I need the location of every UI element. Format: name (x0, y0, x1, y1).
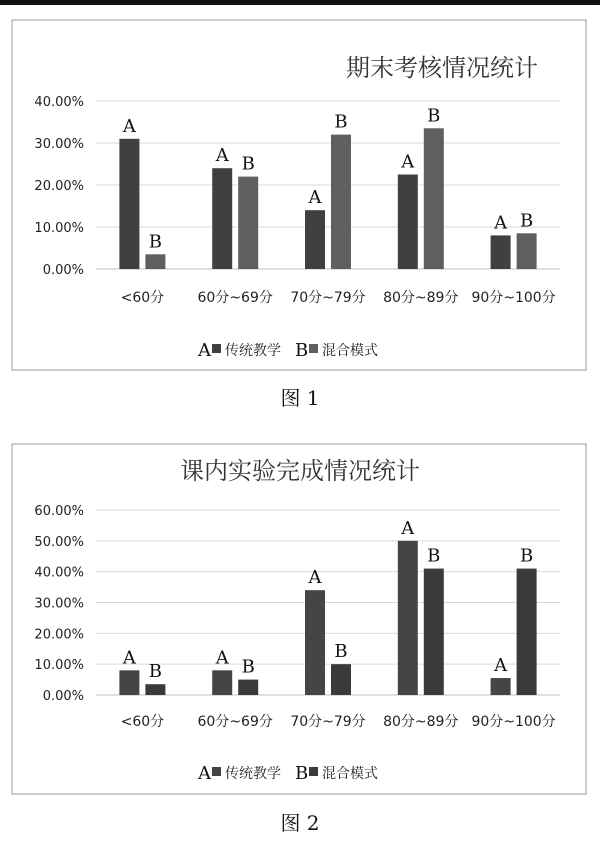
chart-1 (12, 20, 586, 410)
bar-marker-label: A (122, 115, 136, 137)
bar-b (424, 128, 444, 269)
bar-marker-label: B (334, 111, 348, 133)
legend-entry: 传统教学 (225, 343, 281, 359)
bar-marker-label: B (241, 656, 255, 678)
legend-entry: 混合模式 (322, 766, 378, 782)
x-tick-label: <60分 (120, 714, 165, 730)
y-tick-label: 60.00% (34, 504, 84, 519)
bar-marker-label: B (148, 661, 163, 683)
bar-marker-label: A (308, 187, 322, 209)
legend-swatch (309, 344, 318, 353)
bar-marker-label: B (148, 231, 163, 253)
figure-caption: 图 2 (280, 811, 320, 835)
bar-marker-label: A (401, 517, 415, 539)
chart-2 (12, 444, 586, 835)
y-tick-label: 20.00% (34, 179, 84, 194)
bar-b (238, 680, 258, 695)
legend-entry: 混合模式 (322, 343, 378, 359)
y-tick-label: 40.00% (34, 565, 84, 581)
bar-marker-label: A (401, 151, 415, 173)
y-tick-label: 30.00% (34, 596, 84, 612)
x-tick-label: <60分 (120, 290, 165, 306)
legend-entry: 传统教学 (225, 766, 281, 782)
bar-a (305, 210, 325, 269)
x-tick-label: 70分~79分 (290, 290, 366, 306)
chart-title: 期末考核情况统计 (346, 54, 538, 82)
legend-marker-label: B (295, 340, 309, 361)
x-tick-label: 80分~89分 (383, 714, 459, 730)
bar-marker-label: B (334, 641, 348, 663)
legend-marker-label: A (198, 763, 211, 784)
bar-b (517, 569, 537, 695)
x-tick-label: 60分~69分 (197, 290, 273, 306)
legend-marker-label: B (295, 763, 309, 784)
y-tick-label: 30.00% (34, 137, 84, 152)
bar-a (491, 235, 511, 269)
bar-b (424, 569, 444, 695)
bar-marker-label: A (122, 647, 136, 669)
bar-marker-label: B (427, 105, 441, 127)
bar-a (119, 670, 139, 695)
x-tick-label: 70分~79分 (290, 714, 366, 730)
bar-marker-label: B (241, 153, 255, 175)
bar-marker-label: B (427, 545, 441, 567)
bar-marker-label: A (215, 647, 229, 669)
bar-marker-label: A (215, 145, 229, 167)
bar-marker-label: B (519, 210, 534, 232)
x-tick-label: 80分~89分 (383, 290, 459, 306)
bar-b (238, 177, 258, 269)
bar-marker-label: B (519, 545, 534, 567)
bar-a (119, 139, 139, 269)
bar-a (491, 678, 511, 695)
bar-a (398, 175, 418, 270)
x-tick-label: 90分~100分 (471, 714, 556, 730)
y-tick-label: 40.00% (34, 95, 84, 110)
y-tick-label: 20.00% (34, 627, 84, 643)
legend-marker-label: A (198, 340, 211, 361)
legend-swatch (212, 344, 221, 353)
chart-frame (12, 444, 586, 794)
bar-a (212, 168, 232, 269)
chart-title: 课内实验完成情况统计 (180, 457, 420, 485)
y-tick-label: 10.00% (34, 658, 84, 674)
bar-b (517, 233, 537, 269)
legend-swatch (212, 767, 221, 776)
y-tick-label: 0.00% (42, 689, 84, 704)
bar-a (398, 541, 418, 695)
y-tick-label: 50.00% (34, 534, 84, 550)
bar-a (305, 590, 325, 695)
bar-marker-label: A (308, 567, 322, 589)
bar-marker-label: A (494, 212, 508, 234)
legend-swatch (309, 767, 318, 776)
bar-marker-label: A (494, 655, 508, 677)
y-tick-label: 10.00% (34, 221, 84, 236)
bar-b (145, 684, 165, 695)
y-tick-label: 0.00% (42, 263, 84, 278)
figure-caption: 图 1 (280, 386, 320, 410)
x-tick-label: 60分~69分 (197, 714, 273, 730)
x-tick-label: 90分~100分 (471, 290, 556, 306)
bar-b (145, 254, 165, 269)
bar-b (331, 664, 351, 695)
bar-a (212, 670, 232, 695)
bar-b (331, 135, 351, 269)
